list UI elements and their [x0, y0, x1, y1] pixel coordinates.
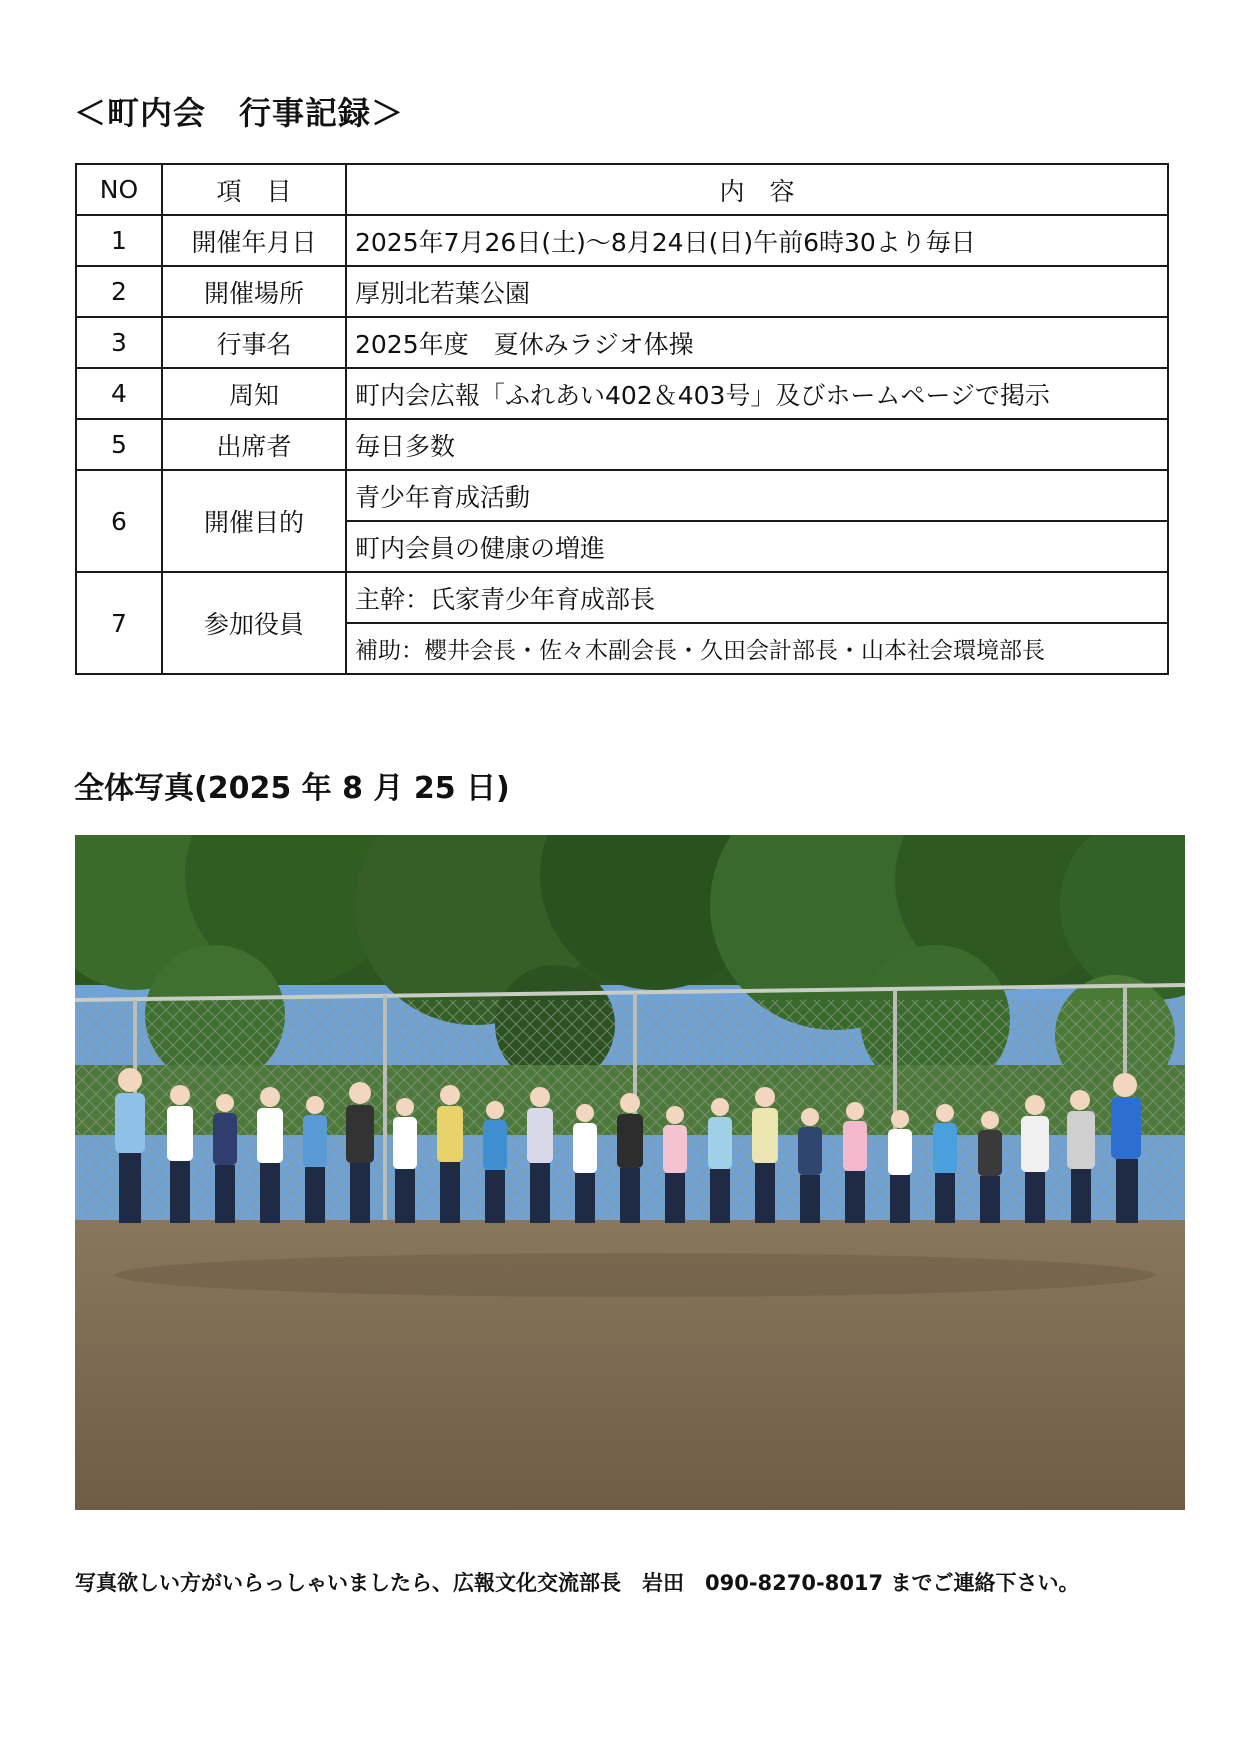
table-row [76, 368, 1168, 419]
table-row [76, 419, 1168, 470]
row-content: 町内会員の健康の増進 [346, 521, 1168, 572]
row-content: 町内会広報「ふれあい402＆403号」及びホームページで掲示 [346, 368, 1168, 419]
table-row [76, 572, 1168, 623]
row-number: 3 [76, 317, 162, 368]
row-content: 補助：櫻井会長・佐々木副会長・久田会計部長・山本社会環境部長 [346, 623, 1168, 674]
table-row [76, 317, 1168, 368]
row-item: 開催年月日 [162, 215, 346, 266]
contact-note: 写真欲しい方がいらっしゃいましたら、広報文化交流部長 岩田 090-8270-8017 までご連絡下さい。 [75, 1571, 1080, 1595]
row-item: 開催目的 [162, 470, 346, 572]
row-number: 6 [76, 470, 162, 572]
table-row [76, 215, 1168, 266]
row-content: 2025年7月26日(土)～8月24日(日)午前6時30より毎日 [346, 215, 1168, 266]
row-content: 青少年育成活動 [346, 470, 1168, 521]
row-number: 7 [76, 572, 162, 674]
row-item: 参加役員 [162, 572, 346, 674]
row-number: 4 [76, 368, 162, 419]
row-number: 5 [76, 419, 162, 470]
photo-section-title: 全体写真(2025 年 8 月 25 日) [74, 771, 510, 806]
group-photo [75, 835, 1185, 1510]
table-row [76, 470, 1168, 521]
row-number: 2 [76, 266, 162, 317]
table-row [76, 266, 1168, 317]
row-item: 開催場所 [162, 266, 346, 317]
page-title: ＜町内会 行事記録＞ [74, 94, 405, 132]
header-item: 項 目 [162, 164, 346, 215]
row-content: 毎日多数 [346, 419, 1168, 470]
event-record-table [75, 163, 1169, 675]
row-number: 1 [76, 215, 162, 266]
row-content: 2025年度 夏休みラジオ体操 [346, 317, 1168, 368]
row-item: 出席者 [162, 419, 346, 470]
table-header-row [76, 164, 1168, 215]
row-content: 主幹：氏家青少年育成部長 [346, 572, 1168, 623]
header-content: 内 容 [346, 164, 1168, 215]
row-content: 厚別北若葉公園 [346, 266, 1168, 317]
row-item: 行事名 [162, 317, 346, 368]
header-no: NO [76, 164, 162, 215]
row-item: 周知 [162, 368, 346, 419]
